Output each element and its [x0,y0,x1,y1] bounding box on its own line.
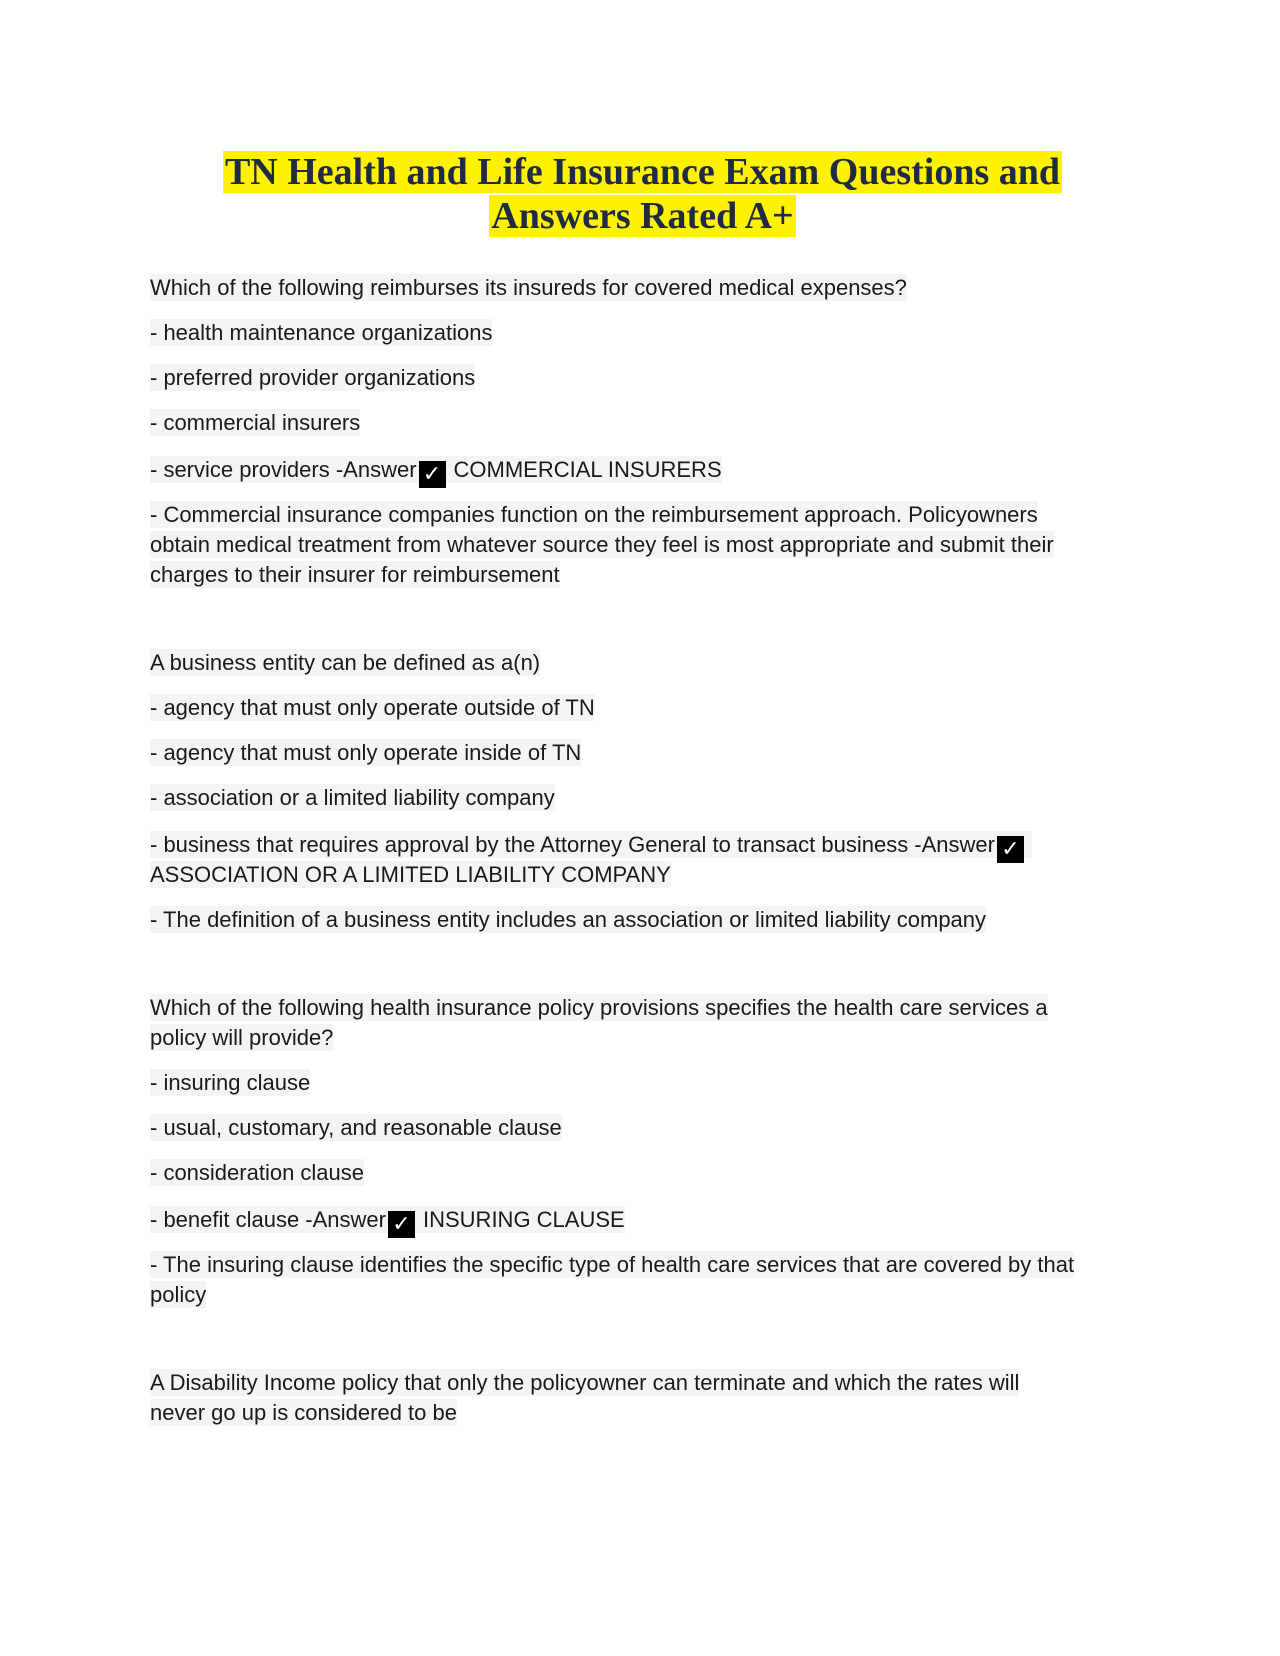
question-2-answer: ASSOCIATION OR A LIMITED LIABILITY COMPANY [150,862,671,887]
question-1-text: Which of the following reimburses its insureds for covered medical expenses? [150,275,907,300]
question-2-option-3: - association or a limited liability company [150,785,555,810]
question-1-option-4-answer: - service providers -Answer ✓ COMMERCIAL INSURERS [150,457,722,487]
question-2-option-2: - agency that must only operate inside of TN [150,740,582,765]
question-3-text-line-1: Which of the following health insurance policy provisions specifies the health care services a [150,995,1048,1020]
question-1-explanation-line-3: charges to their insurer for reimbursement [150,562,560,587]
question-1-answer: COMMERCIAL INSURERS [453,457,722,482]
question-1-option-2: - preferred provider organizations [150,365,476,390]
question-2-text: A business entity can be defined as a(n) [150,650,541,675]
question-2-explanation: - The definition of a business entity includes an association or limited liability company [150,907,987,932]
title-line-1: TN Health and Life Insurance Exam Questions and [224,151,1061,193]
check-mark-icon: ✓ [388,1211,415,1238]
question-4-text-line-2: never go up is considered to be [150,1400,457,1425]
question-3-option-4-answer: - benefit clause -Answer ✓ INSURING CLAUSE [150,1207,625,1237]
question-2-option-4: - business that requires approval by the Attorney General to transact business -Answer ✓ [150,830,1032,863]
question-3-text-line-2: policy will provide? [150,1025,334,1050]
question-3-explanation-line-1: - The insuring clause identifies the specific type of health care services that are covered by that [150,1252,1075,1277]
question-1-explanation-line-2: obtain medical treatment from whatever source they feel is most appropriate and submit their [150,532,1054,557]
question-4-text-line-1: A Disability Income policy that only the policyowner can terminate and which the rates will [150,1370,1020,1395]
question-1-explanation-line-1: - Commercial insurance companies function on the reimbursement approach. Policyowners [150,502,1038,527]
question-1-option-3: - commercial insurers [150,410,361,435]
question-3-option-3: - consideration clause [150,1160,365,1185]
title-line-2: Answers Rated A+ [491,195,794,237]
question-3-option-2: - usual, customary, and reasonable clause [150,1115,562,1140]
question-2-option-1: - agency that must only operate outside of TN [150,695,595,720]
document-title [150,150,1135,238]
question-3-option-1: - insuring clause [150,1070,311,1095]
check-mark-icon: ✓ [997,836,1024,863]
question-1-option-1: - health maintenance organizations [150,320,493,345]
question-3-answer: INSURING CLAUSE [423,1207,625,1232]
question-3-explanation-line-2: policy [150,1282,207,1307]
check-mark-icon: ✓ [419,461,446,488]
